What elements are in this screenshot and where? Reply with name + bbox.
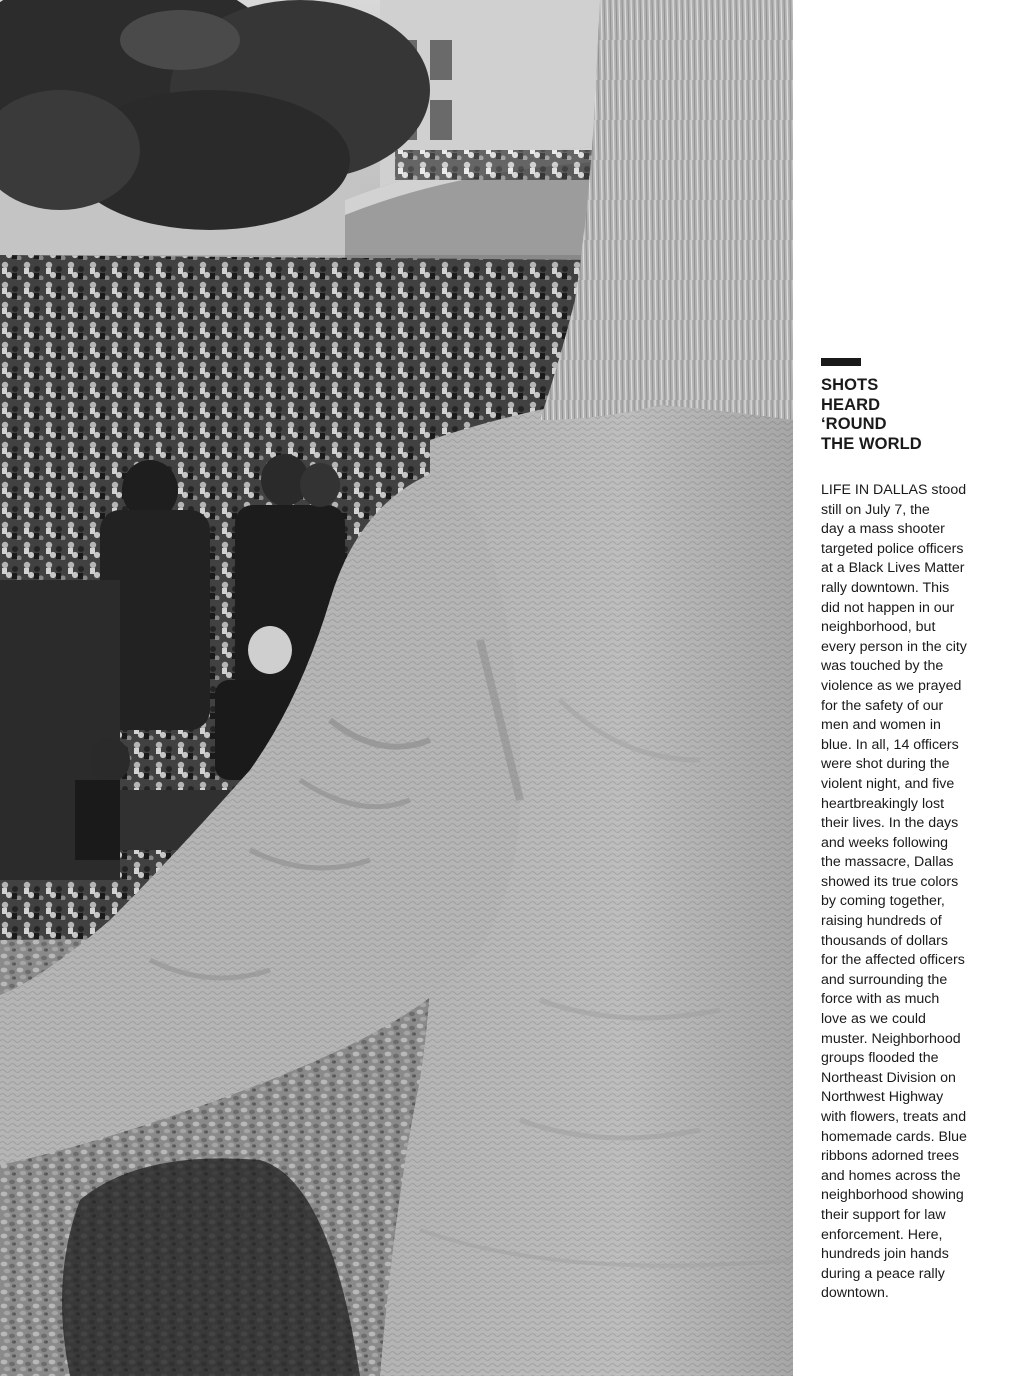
body-line: the massacre, Dallas [821,854,954,871]
article-sidebar [821,358,991,1304]
body-line: and weeks following [821,834,948,851]
body-line: LIFE IN DALLAS stood [821,482,967,498]
body-line: for the affected officers [821,952,965,969]
body-line: and homes across the [821,1167,961,1184]
body-line: for the safety of our [821,697,944,714]
article-body [821,481,991,1304]
body-line: neighborhood showing [821,1187,964,1204]
body-line: men and women in [821,717,941,734]
body-line: every person in the city [821,638,967,655]
body-line: targeted police officers [821,540,964,557]
body-line: homemade cards. Blue [821,1128,967,1145]
headline-line: THE WORLD [821,434,922,453]
body-line: downtown. [821,1285,889,1302]
body-line: Northwest Highway [821,1089,944,1106]
body-line: love as we could [821,1011,926,1028]
body-line: hundreds join hands [821,1246,949,1263]
body-line: was touched by the [821,658,944,675]
body-line: their support for law [821,1206,946,1223]
body-line: thousands of dollars [821,932,948,949]
body-line: did not happen in our [821,599,955,616]
body-line: and surrounding the [821,971,948,988]
headline-line: HEARD [821,395,881,414]
body-line: Northeast Division on [821,1069,956,1086]
body-line: at a Black Lives Matter [821,560,965,577]
body-line: during a peace rally [821,1265,945,1282]
body-line: raising hundreds of [821,913,942,930]
headline-line: ‘ROUND [821,415,887,433]
body-line: showed its true colors [821,873,959,890]
body-line: violent night, and five [821,775,955,792]
body-line: rally downtown. This [821,579,950,596]
body-line: heartbreakingly lost [821,795,945,812]
body-line: neighborhood, but [821,619,936,636]
headline-rule [821,358,861,366]
body-line: groups flooded the [821,1050,939,1067]
body-line: ribbons adorned trees [821,1148,960,1165]
body-line: force with as much [821,991,940,1008]
body-line: with flowers, treats and [821,1109,967,1125]
body-line: their lives. In the days [821,815,959,832]
headline-line: SHOTS [821,376,879,394]
body-line: by coming together, [821,893,945,910]
body-line: day a mass shooter [821,521,945,538]
body-line: enforcement. Here, [821,1226,943,1243]
body-line: blue. In all, 14 officers [821,736,959,753]
body-line: muster. Neighborhood [821,1030,961,1047]
body-line: were shot during the [821,756,950,773]
article-headline [821,376,991,454]
body-line: violence as we prayed [821,677,962,694]
body-line: still on July 7, the [821,501,930,518]
